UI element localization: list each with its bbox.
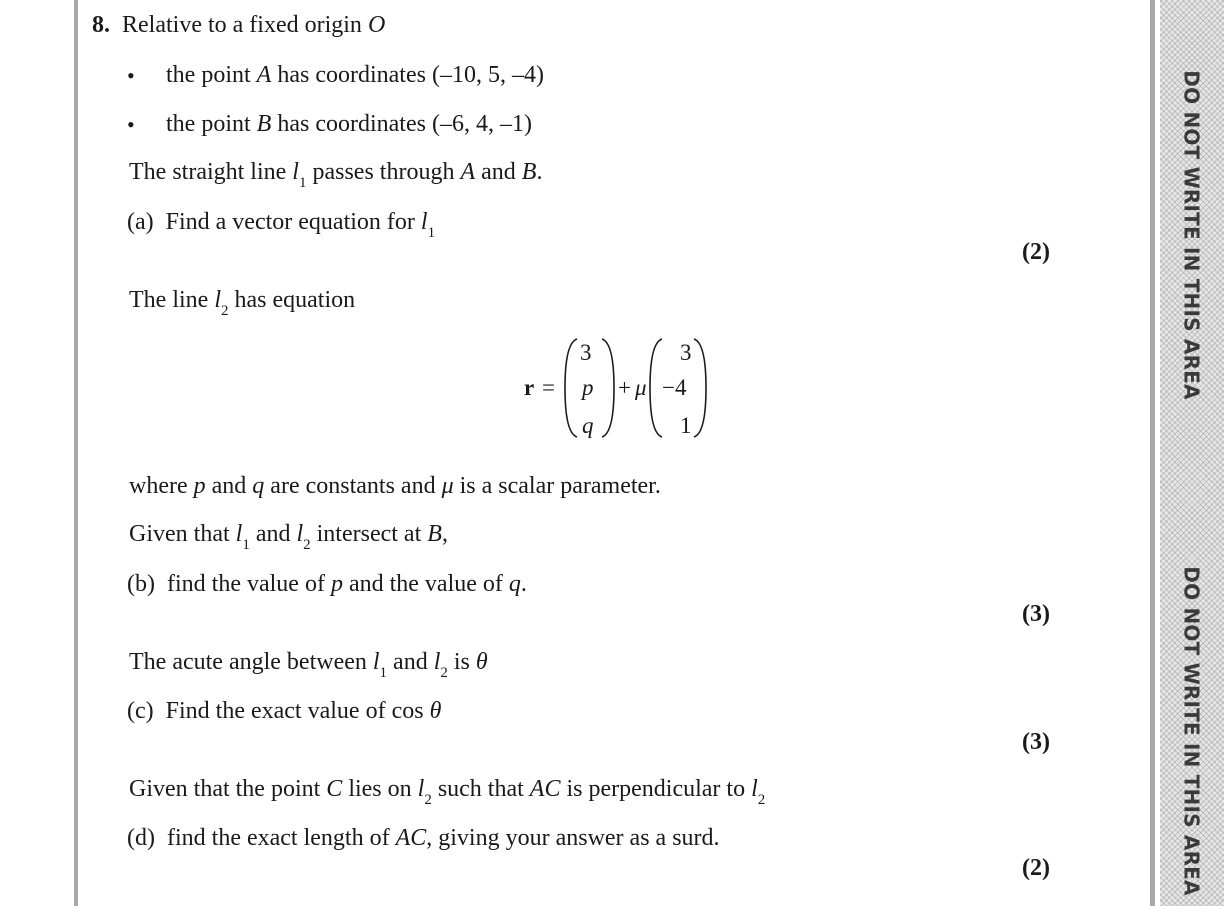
bullet-dot: • xyxy=(127,63,135,88)
part-a: (a) Find a vector equation for $l_1$ xyxy=(127,209,436,241)
point-z: q xyxy=(582,413,594,438)
equals-sign: = xyxy=(542,375,555,400)
point-x: 3 xyxy=(580,340,592,365)
marks-d: (2) xyxy=(1022,855,1050,881)
constants-statement: where p and q are constants and μ is a scalar parameter. xyxy=(129,473,661,499)
vector-equation xyxy=(522,333,712,443)
point-y: p xyxy=(582,375,594,400)
page-border-left xyxy=(74,0,78,906)
margin-warning-text: DO NOT WRITE IN THIS AREA xyxy=(1180,566,1204,896)
page-border-right xyxy=(1150,0,1155,906)
margin-warning-text: DO NOT WRITE IN THIS AREA xyxy=(1180,70,1204,400)
margin-warning-top xyxy=(1178,70,1206,400)
part-d: (d) find the exact length of AC, giving your answer as a surd. xyxy=(127,825,720,851)
margin-warning-bottom xyxy=(1178,566,1206,896)
plus-sign: + xyxy=(618,375,631,400)
marks-a: (2) xyxy=(1022,239,1050,265)
bullet-dot: • xyxy=(127,112,135,137)
intersection-statement: Given that $l_1$ and $l_2$ intersect at B, xyxy=(129,521,448,553)
direction-y: −4 xyxy=(662,375,687,400)
part-b: (b) find the value of p and the value of q. xyxy=(127,571,527,597)
question-number: 8. xyxy=(92,12,110,38)
question-intro: Relative to a fixed origin xyxy=(122,12,362,38)
direction-z: 1 xyxy=(680,413,692,438)
part-c: (c) Find the exact value of cos θ xyxy=(127,698,442,724)
mu-scalar: μ xyxy=(635,375,647,400)
marks-c: (3) xyxy=(1022,729,1050,755)
point-c-statement: Given that the point C lies on $l_2$ such that AC is perpendicular to $l_2$ xyxy=(129,776,766,808)
marks-b: (3) xyxy=(1022,601,1050,627)
line-l1-statement: The straight line $l_1$ passes through A and B. xyxy=(129,159,543,191)
line-l2-statement: The line $l_2$ has equation xyxy=(129,287,356,319)
vector-r: r xyxy=(524,375,535,400)
bullet-point-a: the point A has coordinates (–10, 5, –4) xyxy=(166,62,544,88)
bullet-point-b: the point B has coordinates (–6, 4, –1) xyxy=(166,111,532,137)
question-heading xyxy=(92,10,385,40)
direction-x: 3 xyxy=(680,340,692,365)
origin-label: O xyxy=(367,12,386,38)
angle-statement: The acute angle between $l_1$ and $l_2$ is θ xyxy=(129,649,488,681)
